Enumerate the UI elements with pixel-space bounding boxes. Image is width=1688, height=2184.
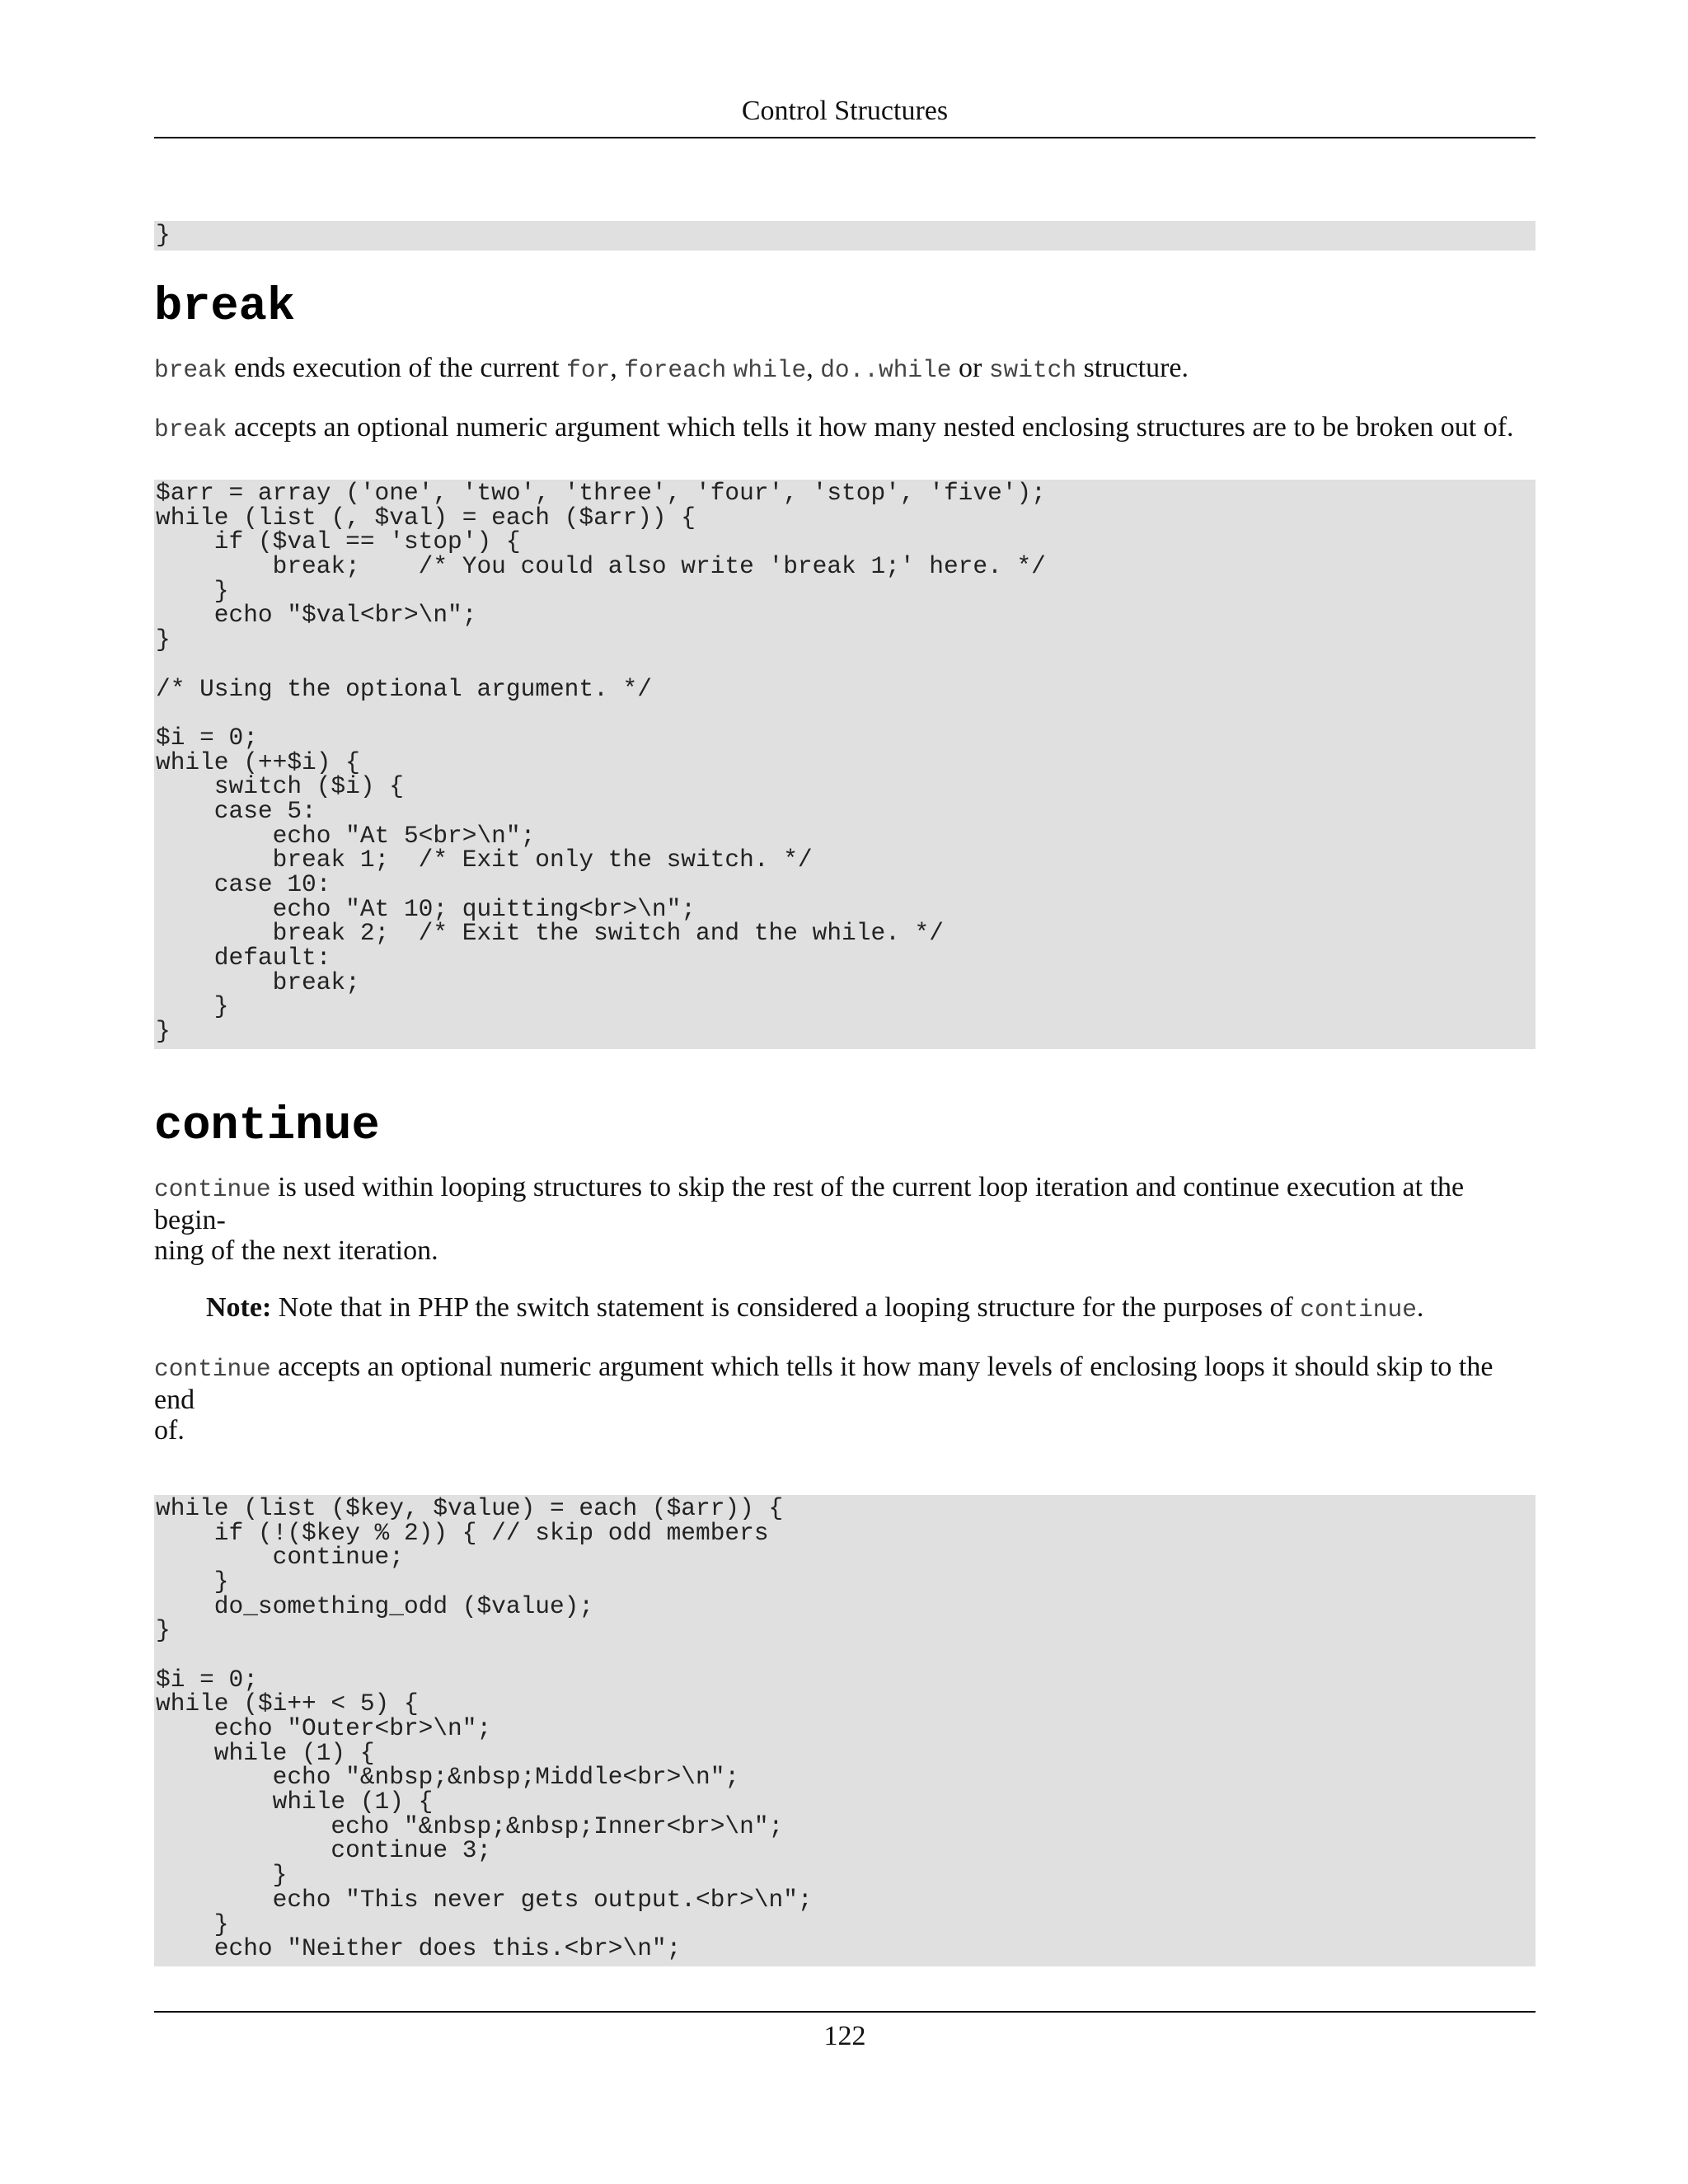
break-desc-text: ends execution of the current (227, 353, 567, 383)
code-line: break; /* You could also write 'break 1;' here. */ (156, 552, 1046, 581)
code-line: } (156, 1861, 288, 1890)
header-rule (154, 137, 1536, 138)
do-while-keyword: do..while (820, 356, 952, 384)
continue-note (154, 1292, 1536, 1325)
break-description (154, 353, 1536, 386)
code-line: } (156, 1616, 171, 1645)
code-line: echo "&nbsp;&nbsp;Middle<br>\n"; (156, 1763, 740, 1792)
continue-arg-line1: accepts an optional numeric argument which tells it how many levels of enclosing loops it should skip to the end (154, 1351, 1493, 1415)
code-line: echo "&nbsp;&nbsp;Inner<br>\n"; (156, 1811, 784, 1840)
code-line: } (156, 221, 171, 249)
continue-description (154, 1172, 1536, 1266)
code-line: while (++$i) { (156, 748, 360, 776)
code-line: /* Using the optional argument. */ (156, 674, 652, 703)
code-line (156, 653, 1534, 677)
code-line: while (list (, $val) = each ($arr)) { (156, 503, 696, 532)
note-label: Note: (206, 1291, 272, 1323)
continue-argument-description (154, 1352, 1536, 1446)
continue-desc-line1: is used within looping structures to skip the rest of the current loop iteration and continue execution at the begin- (154, 1171, 1465, 1235)
footer-rule (154, 2011, 1536, 2013)
page-header-title: Control Structures (741, 96, 949, 126)
page-number: 122 (823, 2021, 866, 2051)
code-line: continue; (156, 1543, 404, 1572)
code-line: while (1) { (156, 1788, 434, 1816)
separator (726, 353, 734, 383)
code-line: } (156, 1567, 229, 1596)
code-block-loop-end (154, 221, 1536, 251)
note-end: . (1416, 1291, 1424, 1323)
code-line: } (156, 1017, 171, 1046)
for-keyword: for (566, 356, 611, 384)
code-line: $i = 0; (156, 1665, 258, 1694)
code-line: case 10: (156, 870, 331, 898)
code-line: default: (156, 944, 331, 972)
page-content (154, 221, 1536, 1966)
code-line: echo "Neither does this.<br>\n"; (156, 1934, 682, 1963)
code-line: do_something_odd ($value); (156, 1591, 594, 1620)
code-line: if (!($key % 2)) { // skip odd members (156, 1518, 769, 1547)
code-line: $arr = array ('one', 'two', 'three', 'four', 'stop', 'five'); (156, 480, 1046, 507)
code-line: echo "$val<br>\n"; (156, 601, 477, 630)
while-keyword: while (733, 356, 807, 384)
code-line: case 5: (156, 796, 316, 825)
code-block-break-example (154, 480, 1536, 1049)
code-line: echo "At 10; quitting<br>\n"; (156, 894, 696, 923)
break-keyword: break (154, 415, 227, 443)
code-line: } (156, 1910, 229, 1938)
code-line: } (156, 576, 229, 605)
code-line: echo "Outer<br>\n"; (156, 1714, 492, 1742)
code-line: while (list ($key, $value) = each ($arr)) { (156, 1494, 784, 1522)
code-line: continue 3; (156, 1836, 492, 1865)
code-line (156, 701, 1534, 726)
continue-arg-line2: of. (154, 1414, 185, 1446)
continue-keyword: continue (1300, 1295, 1417, 1324)
break-desc-end: structure. (1076, 353, 1189, 383)
section-title-break: break (154, 281, 296, 334)
break-argument-description (154, 412, 1536, 445)
foreach-keyword: foreach (624, 356, 727, 384)
code-line: break 1; /* Exit only the switch. */ (156, 846, 813, 874)
code-line (156, 1643, 1534, 1668)
code-line: if ($val == 'stop') { (156, 527, 521, 556)
code-line: switch ($i) { (156, 772, 404, 801)
code-line: echo "This never gets output.<br>\n"; (156, 1885, 813, 1914)
code-line: while (1) { (156, 1738, 375, 1767)
continue-keyword: continue (154, 1354, 271, 1383)
section-title-continue: continue (154, 1099, 380, 1153)
code-line: break; (156, 968, 360, 996)
code-line: $i = 0; (156, 723, 258, 752)
code-block-continue-example (154, 1495, 1536, 1966)
code-line: } (156, 992, 229, 1021)
break-keyword: break (154, 356, 227, 384)
separator: or (951, 353, 989, 383)
break-arg-text: accepts an optional numeric argument which tells it how many nested enclosing structures are to be broken out of. (227, 412, 1514, 443)
code-line: echo "At 5<br>\n"; (156, 821, 536, 850)
note-text: Note that in PHP the switch statement is considered a looping structure for the purposes of (271, 1291, 1301, 1323)
code-line: while ($i++ < 5) { (156, 1690, 419, 1718)
separator: , (806, 353, 821, 383)
code-line: } (156, 626, 171, 654)
code-line: break 2; /* Exit the switch and the while. */ (156, 919, 944, 948)
separator: , (610, 353, 625, 383)
continue-keyword: continue (154, 1174, 271, 1203)
continue-desc-line2: ning of the next iteration. (154, 1235, 438, 1266)
switch-keyword: switch (988, 356, 1077, 384)
